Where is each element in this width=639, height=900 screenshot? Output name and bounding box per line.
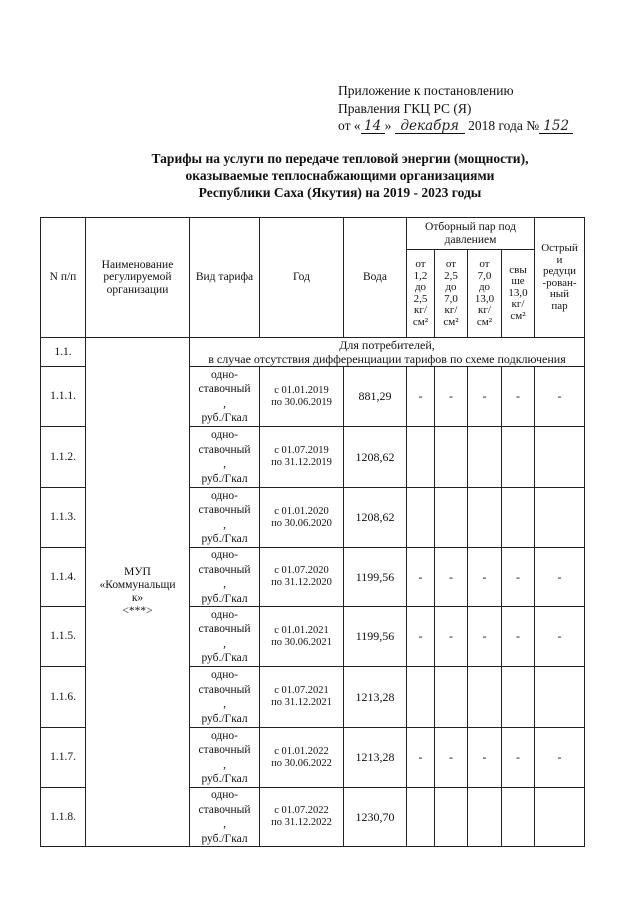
water-value: 1208,62 — [344, 488, 407, 548]
period-line: по 30.06.2019 — [271, 396, 332, 408]
header-steam-1 — [407, 250, 435, 338]
header-num: N п/п — [41, 218, 86, 338]
row-num: 1.1.6. — [41, 667, 86, 728]
tariff-type-line: руб./Гкал — [201, 652, 248, 664]
appendix-line-1: Приложение к постановлению — [338, 83, 514, 98]
header-steam-4-lines — [502, 265, 534, 323]
steam-value-s5 — [535, 667, 585, 728]
steam-value-s5 — [535, 488, 585, 548]
tariff-type-line: руб./Гкал — [201, 472, 248, 485]
tariff-type-line: руб./Гкал — [201, 533, 248, 545]
steam-value-s4 — [502, 667, 535, 728]
org-line-1: МУП — [124, 566, 151, 578]
header-line: до — [445, 281, 457, 293]
tariff-type-line: , — [223, 698, 226, 710]
steam-value-s4: - — [502, 728, 535, 788]
header-line: от — [479, 258, 490, 270]
header-water: Вода — [344, 218, 407, 338]
header-steam-3-lines — [468, 259, 501, 328]
steam-value-s4: - — [502, 367, 535, 427]
steam-value-s4 — [502, 427, 535, 488]
steam-value-s3: - — [468, 367, 502, 427]
org-line-3: к» — [131, 592, 144, 604]
appendix-date-line — [338, 117, 573, 135]
steam-value-s5: - — [535, 548, 585, 607]
header-steam-2-lines — [435, 259, 467, 328]
tariff-type-line: , — [223, 758, 226, 771]
tariff-type-line: одно- — [210, 789, 238, 801]
header-line: редуци — [542, 265, 577, 277]
steam-value-s1 — [407, 488, 435, 548]
tariff-table — [40, 217, 585, 847]
tariff-type-line: одно- — [210, 368, 238, 381]
steam-value-s3: - — [468, 607, 502, 667]
appendix-year-text: 2018 года № — [468, 118, 540, 133]
header-line: кг/ — [444, 304, 458, 316]
tariff-type-line: одно- — [210, 429, 238, 441]
tariff-type-line: ставочный — [198, 563, 251, 576]
header-line: до — [414, 281, 427, 293]
header-line: см² — [412, 315, 429, 328]
steam-value-s5: - — [535, 728, 585, 788]
tariff-type-line: ставочный — [198, 744, 251, 756]
header-line: кг/ — [511, 298, 525, 311]
tariff-type-line: ставочный — [198, 443, 251, 456]
tariff-type — [190, 367, 260, 427]
period-line: с 01.07.2019 — [274, 445, 329, 456]
steam-value-s3: - — [468, 728, 502, 788]
steam-value-s2 — [435, 427, 468, 488]
tariff-type — [190, 548, 260, 607]
title-line-3: Республики Саха (Якутия) на 2019 - 2023 годы — [198, 185, 482, 200]
title-line-2: оказываемые теплоснабжающими организациями — [185, 168, 495, 183]
row-num: 1.1.5. — [41, 607, 86, 667]
header-line: кг/ — [478, 304, 491, 316]
group-title-line-2: в случае отсутствия дифференциации тарифов по схеме подключения — [208, 352, 566, 366]
tariff-type-line: одно- — [210, 489, 238, 502]
tariff-type-line: , — [223, 397, 226, 410]
steam-value-s1: - — [407, 607, 435, 667]
tariff-type-line: , — [223, 518, 226, 531]
steam-value-s4 — [502, 488, 535, 548]
header-line: Острый — [541, 242, 578, 254]
water-value: 1199,56 — [344, 607, 407, 667]
tariff-type-line: одно- — [210, 608, 238, 621]
period — [260, 788, 344, 847]
steam-value-s1: - — [407, 548, 435, 607]
header-live-steam — [535, 218, 585, 338]
tariff-type — [190, 488, 260, 548]
water-value: 1213,28 — [344, 667, 407, 728]
header-organization: Наименование регулируемой организации — [86, 218, 190, 338]
tariff-type-line: одно- — [210, 669, 238, 681]
row-num: 1.1.7. — [41, 728, 86, 788]
row-num: 1.1.2. — [41, 427, 86, 488]
header-line: 2,5 — [444, 269, 458, 282]
header-line: 13,0 — [508, 286, 528, 299]
organization-name — [86, 338, 190, 847]
tariff-type — [190, 788, 260, 847]
header-line: 13,0 — [474, 292, 495, 305]
header-steam-2 — [435, 250, 468, 338]
group-row-title — [190, 338, 585, 367]
period-line: с 01.01.2019 — [274, 384, 329, 396]
document-title — [60, 150, 620, 201]
period-line: с 01.07.2022 — [274, 805, 329, 816]
header-line: ше — [511, 275, 525, 288]
row-num: 1.1.1. — [41, 367, 86, 427]
steam-value-s4: - — [502, 548, 535, 607]
tariff-type-line: , — [223, 578, 226, 590]
header-line: 2,5 — [413, 292, 428, 305]
steam-value-s2: - — [435, 607, 468, 667]
header-line: до — [478, 281, 491, 293]
period-line: по 31.12.2021 — [271, 697, 332, 708]
steam-value-s3 — [468, 788, 502, 847]
tariff-type-line: руб./Гкал — [201, 412, 248, 424]
appendix-header — [338, 82, 573, 135]
tariff-type-line: ставочный — [198, 683, 251, 696]
water-value: 1213,28 — [344, 728, 407, 788]
steam-value-s2 — [435, 667, 468, 728]
org-line-4: <***> — [122, 605, 153, 617]
steam-value-s2: - — [435, 548, 468, 607]
steam-value-s3 — [468, 488, 502, 548]
header-line: см² — [510, 309, 526, 322]
period — [260, 488, 344, 548]
header-line: 7,0 — [477, 269, 492, 282]
tariff-type-line: ставочный — [198, 383, 251, 395]
period — [260, 367, 344, 427]
period-line: с 01.01.2021 — [274, 624, 329, 636]
group-row-num: 1.1. — [41, 338, 86, 367]
header-tariff-type: Вид тарифа — [190, 218, 260, 338]
tariff-type-line: ставочный — [198, 623, 251, 635]
period-line: по 31.12.2019 — [271, 457, 332, 468]
period-line: с 01.07.2020 — [274, 565, 329, 576]
handwritten-day: 14 — [361, 119, 385, 134]
header-steam-3 — [468, 250, 502, 338]
water-value: 1230,70 — [344, 788, 407, 847]
steam-value-s4 — [502, 788, 535, 847]
tariff-type-line: , — [223, 818, 226, 830]
tariff-type-line: , — [223, 637, 226, 650]
header-line: 1,2 — [413, 269, 428, 282]
tariff-type-line: руб./Гкал — [201, 832, 248, 845]
header-live-steam-lines — [535, 243, 584, 312]
header-line: ный — [549, 288, 570, 300]
header-line: пар — [551, 299, 568, 312]
steam-value-s2 — [435, 788, 468, 847]
steam-value-s1: - — [407, 367, 435, 427]
water-value: 881,29 — [344, 367, 407, 427]
period-line: по 30.06.2021 — [271, 636, 332, 648]
period-line: с 01.01.2020 — [274, 505, 329, 517]
handwritten-month: декабря — [395, 119, 465, 134]
period — [260, 728, 344, 788]
steam-value-s3 — [468, 427, 502, 488]
steam-value-s2: - — [435, 728, 468, 788]
title-line-1: Тарифы на услуги по передаче тепловой энергии (мощности), — [151, 151, 529, 166]
tariff-type — [190, 667, 260, 728]
tariff-type-line: руб./Гкал — [201, 712, 248, 725]
steam-value-s4: - — [502, 607, 535, 667]
header-line: от — [445, 258, 457, 270]
steam-value-s3 — [468, 667, 502, 728]
steam-value-s1 — [407, 667, 435, 728]
header-line: от — [415, 258, 426, 270]
steam-value-s5: - — [535, 367, 585, 427]
appendix-line-2: Правления ГКЦ РС (Я) — [338, 100, 472, 116]
steam-value-s5: - — [535, 607, 585, 667]
period — [260, 427, 344, 488]
steam-value-s1 — [407, 788, 435, 847]
tariff-type-line: руб./Гкал — [201, 592, 248, 605]
period-line: с 01.07.2021 — [274, 685, 329, 696]
row-num: 1.1.4. — [41, 548, 86, 607]
tariff-type — [190, 728, 260, 788]
header-year: Год — [260, 218, 344, 338]
tariff-type — [190, 427, 260, 488]
header-steam-group: Отборный пар под давлением — [407, 218, 535, 250]
tariff-type-line: одно- — [210, 549, 238, 561]
period — [260, 667, 344, 728]
steam-value-s1: - — [407, 728, 435, 788]
tariff-type-line: ставочный — [198, 504, 251, 516]
header-steam-1-lines — [407, 259, 434, 328]
steam-value-s5 — [535, 427, 585, 488]
appendix-quote-close: » — [384, 118, 392, 133]
steam-value-s2: - — [435, 367, 468, 427]
period-line: по 31.12.2022 — [271, 817, 332, 828]
steam-value-s1 — [407, 427, 435, 488]
header-line: 7,0 — [444, 292, 458, 305]
appendix-date-prefix: от « — [338, 118, 361, 133]
header-line: -рован- — [542, 276, 577, 289]
tariff-type-line: ставочный — [198, 803, 251, 816]
steam-value-s5 — [535, 788, 585, 847]
steam-value-s2 — [435, 488, 468, 548]
period-line: по 30.06.2022 — [271, 757, 332, 769]
period-line: с 01.01.2022 — [274, 745, 329, 757]
tariff-type-line: руб./Гкал — [201, 773, 248, 785]
header-line: кг/ — [414, 304, 427, 316]
header-line: см² — [443, 315, 459, 328]
tariff-type — [190, 607, 260, 667]
handwritten-number: 152 — [539, 119, 573, 134]
water-value: 1199,56 — [344, 548, 407, 607]
tariff-type-line: , — [223, 458, 226, 470]
header-steam-4 — [502, 250, 535, 338]
tariff-type-line: одно- — [210, 729, 238, 742]
header-line: свы — [509, 263, 527, 276]
period — [260, 607, 344, 667]
steam-value-s3: - — [468, 548, 502, 607]
header-line: и — [556, 253, 563, 266]
period-line: по 30.06.2020 — [271, 517, 332, 529]
row-num: 1.1.8. — [41, 788, 86, 847]
water-value: 1208,62 — [344, 427, 407, 488]
header-line: см² — [476, 315, 493, 328]
org-line-2: «Коммунальщи — [99, 579, 176, 591]
period — [260, 548, 344, 607]
group-title-line-1: Для потребителей, — [339, 338, 435, 352]
period-line: по 31.12.2020 — [271, 577, 332, 588]
row-num: 1.1.3. — [41, 488, 86, 548]
